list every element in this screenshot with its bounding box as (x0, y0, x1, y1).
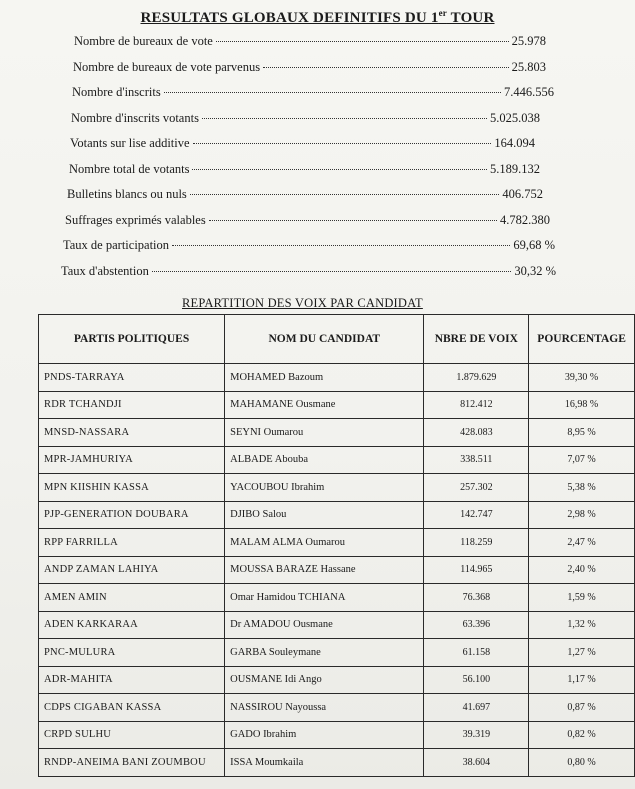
party-cell: MNSD-NASSARA (39, 419, 225, 447)
candidate-cell: NASSIROU Nayoussa (225, 694, 424, 722)
candidate-cell: ALBADE Abouba (225, 446, 424, 474)
header-name: NOM DU CANDIDAT (225, 315, 424, 364)
header-party: PARTIS POLITIQUES (39, 315, 225, 364)
percentage-cell: 0,80 % (529, 749, 635, 777)
votes-cell: 41.697 (424, 694, 529, 722)
stat-value: 406.752 (502, 187, 543, 201)
stat-value: 25.803 (511, 59, 546, 74)
votes-cell: 63.396 (424, 611, 529, 639)
stat-label: Nombre total de votants (69, 161, 190, 176)
table-row (39, 419, 635, 447)
percentage-cell: 8,95 % (529, 419, 635, 447)
leader-dots (192, 168, 487, 170)
header-votes: NBRE DE VOIX (424, 315, 529, 364)
stat-row (67, 187, 543, 213)
votes-cell: 1.879.629 (424, 364, 529, 392)
summary-stats (60, 34, 560, 289)
table-row (39, 666, 635, 694)
stat-value: 25.978 (511, 34, 546, 48)
table-header-row (39, 315, 635, 364)
leader-dots (193, 142, 492, 144)
results-table (38, 314, 635, 777)
stat-row (70, 136, 535, 162)
leader-dots (263, 66, 509, 68)
stat-label: Taux d'abstention (61, 263, 149, 278)
table-row (39, 611, 635, 639)
percentage-cell: 2,98 % (529, 501, 635, 529)
candidate-cell: Dr AMADOU Ousmane (225, 611, 424, 639)
percentage-cell: 2,47 % (529, 529, 635, 557)
table-subtitle: REPARTITION DES VOIX PAR CANDIDAT (182, 296, 423, 310)
candidate-cell: ISSA Moumkaila (225, 749, 424, 777)
table-row (39, 639, 635, 667)
party-cell: ADEN KARKARAA (39, 611, 225, 639)
party-cell: AMEN AMIN (39, 584, 225, 612)
votes-cell: 114.965 (424, 556, 529, 584)
leader-dots (190, 193, 500, 195)
leader-dots (202, 117, 487, 119)
stat-value: 7.446.556 (504, 85, 554, 99)
leader-dots (164, 91, 501, 93)
candidate-cell: YACOUBOU Ibrahim (225, 474, 424, 502)
party-cell: CDPS CIGABAN KASSA (39, 694, 225, 722)
stat-value: 5.025.038 (490, 110, 540, 125)
party-cell: PNDS-TARRAYA (39, 364, 225, 392)
party-cell: CRPD SULHU (39, 721, 225, 749)
percentage-cell: 0,87 % (529, 694, 635, 722)
stat-row (74, 34, 546, 60)
stat-label: Nombre d'inscrits votants (71, 110, 199, 125)
stat-label: Nombre d'inscrits (72, 85, 161, 99)
votes-cell: 39.319 (424, 721, 529, 749)
votes-cell: 61.158 (424, 639, 529, 667)
table-row (39, 556, 635, 584)
table-row (39, 364, 635, 392)
votes-cell: 56.100 (424, 666, 529, 694)
votes-cell: 428.083 (424, 419, 529, 447)
leader-dots (152, 270, 512, 272)
table-row (39, 584, 635, 612)
candidate-cell: OUSMANE Idi Ango (225, 666, 424, 694)
stat-value: 69,68 % (513, 238, 555, 252)
votes-cell: 38.604 (424, 749, 529, 777)
party-cell: ANDP ZAMAN LAHIYA (39, 556, 225, 584)
table-row (39, 529, 635, 557)
percentage-cell: 1,27 % (529, 639, 635, 667)
party-cell: MPN KIISHIN KASSA (39, 474, 225, 502)
candidate-cell: MOUSSA BARAZE Hassane (225, 556, 424, 584)
stat-value: 164.094 (494, 136, 535, 150)
votes-cell: 257.302 (424, 474, 529, 502)
votes-cell: 338.511 (424, 446, 529, 474)
candidate-cell: GADO Ibrahim (225, 721, 424, 749)
table-row (39, 501, 635, 529)
party-cell: RDR TCHANDJI (39, 391, 225, 419)
stat-value: 4.782.380 (500, 212, 550, 227)
candidate-cell: DJIBO Salou (225, 501, 424, 529)
party-cell: RNDP-ANEIMA BANI ZOUMBOU (39, 749, 225, 777)
percentage-cell: 39,30 % (529, 364, 635, 392)
percentage-cell: 1,59 % (529, 584, 635, 612)
votes-cell: 118.259 (424, 529, 529, 557)
party-cell: RPP FARRILLA (39, 529, 225, 557)
candidate-cell: Omar Hamidou TCHIANA (225, 584, 424, 612)
stat-label: Bulletins blancs ou nuls (67, 187, 187, 201)
votes-cell: 812.412 (424, 391, 529, 419)
candidate-cell: GARBA Souleymane (225, 639, 424, 667)
percentage-cell: 1,32 % (529, 611, 635, 639)
table-row (39, 694, 635, 722)
stat-row (61, 264, 556, 290)
stat-label: Votants sur lise additive (70, 136, 190, 150)
table-row (39, 391, 635, 419)
percentage-cell: 0,82 % (529, 721, 635, 749)
party-cell: MPR-JAMHURIYA (39, 446, 225, 474)
party-cell: PJP-GENERATION DOUBARA (39, 501, 225, 529)
leader-dots (172, 244, 510, 246)
stat-label: Suffrages exprimés valables (65, 212, 206, 227)
table-row (39, 749, 635, 777)
stat-label: Nombre de bureaux de vote (74, 34, 213, 48)
candidate-cell: MALAM ALMA Oumarou (225, 529, 424, 557)
stat-row (73, 60, 546, 86)
candidate-cell: MAHAMANE Ousmane (225, 391, 424, 419)
percentage-cell: 2,40 % (529, 556, 635, 584)
votes-cell: 142.747 (424, 501, 529, 529)
stat-row (72, 85, 554, 111)
leader-dots (216, 40, 509, 42)
header-percentage: POURCENTAGE (529, 315, 635, 364)
table-row (39, 474, 635, 502)
percentage-cell: 16,98 % (529, 391, 635, 419)
leader-dots (209, 219, 497, 221)
page-title: RESULTATS GLOBAUX DEFINITIFS DU 1er TOUR (140, 8, 495, 26)
party-cell: PNC-MULURA (39, 639, 225, 667)
stat-row (65, 213, 550, 239)
percentage-cell: 7,07 % (529, 446, 635, 474)
candidate-cell: SEYNI Oumarou (225, 419, 424, 447)
percentage-cell: 5,38 % (529, 474, 635, 502)
stat-label: Taux de participation (63, 238, 170, 252)
votes-cell: 76.368 (424, 584, 529, 612)
stat-row (71, 111, 540, 137)
table-row (39, 721, 635, 749)
party-cell: ADR-MAHITA (39, 666, 225, 694)
percentage-cell: 1,17 % (529, 666, 635, 694)
candidate-cell: MOHAMED Bazoum (225, 364, 424, 392)
stat-value: 5.189.132 (490, 161, 540, 176)
table-row (39, 446, 635, 474)
stat-row (63, 238, 555, 264)
stat-row (69, 162, 540, 188)
stat-value: 30,32 % (514, 263, 556, 278)
stat-label: Nombre de bureaux de vote parvenus (73, 59, 261, 74)
